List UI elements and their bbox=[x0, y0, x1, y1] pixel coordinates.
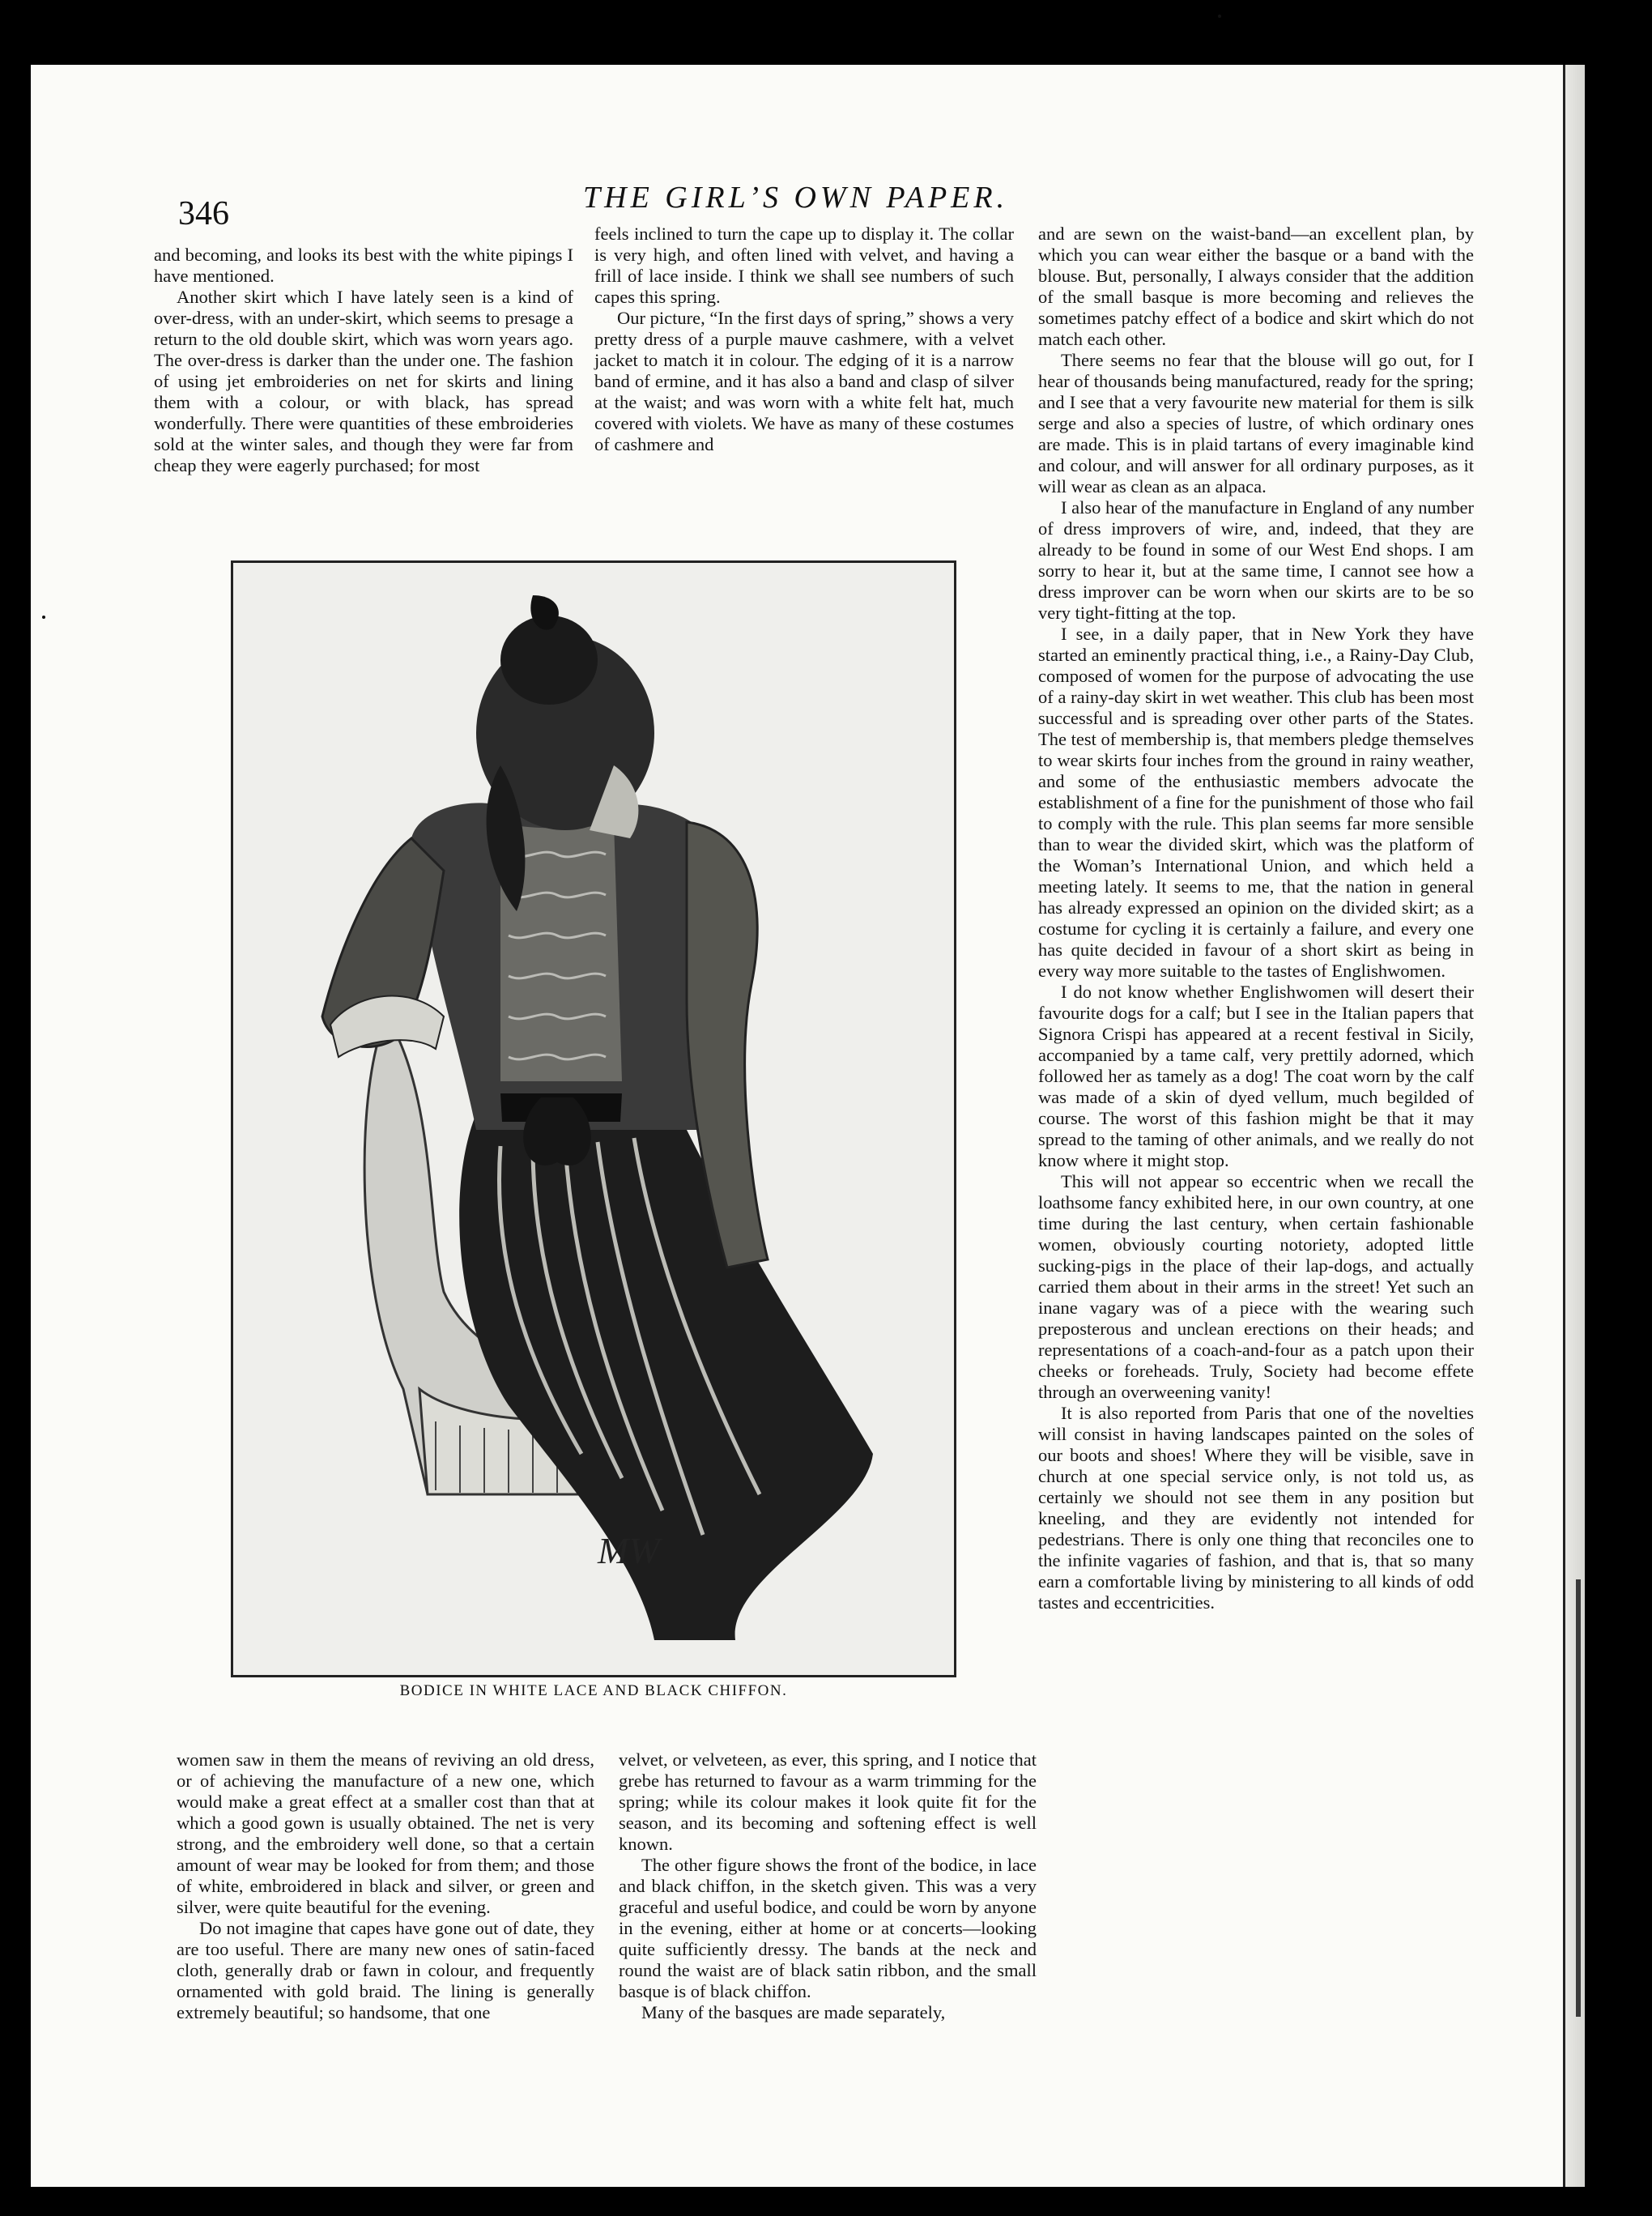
margin-rule bbox=[1576, 1579, 1581, 2017]
paragraph: Another skirt which I have lately seen is a kind of over-dress, with an under-skirt, which seems to presage a return to the old double skirt, which was worn years ago. The over-dress is darker than the under one. The fashion of using jet embroideries on net for skirts and lining them with a colour, or with black, has spread wonderfully. There were quantities of these embroideries sold at the winter sales, and though they were far from cheap they were eagerly purchased; for most bbox=[154, 287, 573, 475]
paragraph: Our picture, “In the first days of spring,” shows a very pretty dress of a purple mauve cashmere, with a velvet jacket to match it in colour. The edging of it is a narrow band of ermine, and it has also a band and clasp of silver at the waist; and was worn with a white felt hat, much covered with violets. We have as many of these costumes of cashmere and bbox=[594, 308, 1014, 454]
paragraph: The other figure shows the front of the bodice, in lace and black chiffon, in the sketch given. This was a very graceful and useful bodice, and could be worn by anyone in the evening, either at home or at concerts—looking quite sufficiently dressy. The bands at the neck and round the waist are of black satin ribbon, and the small basque is of black chiffon. bbox=[619, 1855, 1037, 2001]
bottom-column-2 bbox=[619, 1749, 1037, 2023]
running-title: THE GIRL’S OWN PAPER. bbox=[583, 181, 1009, 215]
paragraph: There seems no fear that the blouse will go out, for I hear of thousands being manufactured, ready for the spring; and I see that a very favourite new material for them is silk serge and also a species of lustre, of which ordinary ones are made. This is in plaid tartans of every imaginable kind and colour, and will answer for all ordinary purposes, as it will wear as clean as an alpaca. bbox=[1038, 350, 1474, 496]
top-column-1 bbox=[154, 245, 573, 476]
paragraph: I do not know whether Englishwomen will desert their favourite dogs for a calf; but I see in the Italian papers that Signora Crispi has appeared at a recent festival in Sicily, accompanied by a tame calf, very prettily adorned, which followed her as tamely as a dog! The coat worn by the calf was made of a skin of dyed vellum, much begilded of course. The worst of this fashion might be that it may spread to the taming of other animals, and we really do not know where it might stop. bbox=[1038, 982, 1474, 1170]
crop-mark bbox=[1218, 15, 1221, 18]
illustration bbox=[231, 560, 956, 1677]
paragraph: and are sewn on the waist-band—an excellent plan, by which you can wear either the basque or a band with the blouse. But, personally, I always consider that the addition of the small basque is more becoming and relieves the sometimes patchy effect of a bodice and skirt which do not match each other. bbox=[1038, 224, 1474, 349]
paragraph: women saw in them the means of reviving an old dress, or of achieving the manufacture of a new one, which would make a great effect at a smaller cost than that at which a good gown is usually obtained. The net is very strong, and the embroidery well done, so that a certain amount of wear may be looked for from them; and those of white, embroidered in black and silver, or green and silver, were quite beautiful for the evening. bbox=[177, 1749, 594, 1917]
paragraph: Many of the basques are made separately, bbox=[641, 2002, 946, 2022]
bottom-column-1 bbox=[177, 1749, 594, 2023]
paragraph: This will not appear so eccentric when we recall the loathsome fancy exhibited here, in our own country, at one time during the last century, when certain fashionable women, obviously courting notoriety, adopted little sucking-pigs in the place of their lap-dogs, and actually carried them about in their arms in the street! Yet such an inane vagary was of a piece with the wearing such preposterous and unclean erections on their heads; and representations of a coach-and-four as a patch upon their cheeks or foreheads. Truly, Society had become effete through an overweening vanity! bbox=[1038, 1171, 1474, 1402]
page-edge bbox=[1563, 65, 1585, 2187]
paragraph: feels inclined to turn the cape up to display it. The collar is very high, and often lined with velvet, and having a frill of lace inside. I think we shall see numbers of such capes this spring. bbox=[594, 224, 1014, 307]
artist-signature: MW bbox=[598, 1530, 660, 1571]
figure-caption: BODICE IN WHITE LACE AND BLACK CHIFFON. bbox=[399, 1682, 788, 1699]
paragraph: I also hear of the manufacture in England of any number of dress improvers of wire, and, indeed, that they are already to be found in some of our West End shops. I am sorry to hear it, but at the same time, I cannot see how a dress improver can be worn when our skirts are to be so very tight-fitting at the top. bbox=[1038, 497, 1474, 623]
paragraph: It is also reported from Paris that one of the novelties will consist in having landscapes painted on the soles of our boots and shoes! Where they will be visible, save in church at one special service only, is not told us, as certainly we should not see them in any position but kneeling, and they are evidently not intended for pedestrians. There is only one thing that reconciles one to the infinite vagaries of fashion, and that is, that so many earn a comfortable living by ministering to all kinds of odd tastes and eccentricities. bbox=[1038, 1403, 1474, 1613]
paragraph: velvet, or velveteen, as ever, this spring, and I notice that grebe has returned to favour as a warm trimming for the spring; while its colour makes it look quite fit for the season, and its becoming and softening effect is well known. bbox=[619, 1749, 1037, 1854]
right-column bbox=[1038, 224, 1474, 1613]
crop-mark bbox=[42, 616, 45, 619]
paragraph: Do not imagine that capes have gone out of date, they are too useful. There are many new ones of satin-faced cloth, generally drab or fawn in colour, and frequently ornamented with gold braid. The lining is generally extremely beautiful; so handsome, that one bbox=[177, 1918, 594, 2022]
paragraph: I see, in a daily paper, that in New York they have started an eminently practical thing, i.e., a Rainy-Day Club, composed of women for the purpose of advocating the use of a rainy-day skirt in wet weather. This club has been most successful and is spreading over other parts of the States. The test of membership is, that members pledge themselves to wear skirts four inches from the ground in rainy weather, and some of the enthusiastic members advocate the establishment of a fine for the punishment of those who fail to comply with the rule. This plan seems far more sensible than to wear the divided skirt, which was the platform of the Woman’s International Union, and which held a meeting lately. It seems to me, that the nation in general has already expressed an opinion on the divided skirt; as a costume for cycling it is certainly a failure, and every one has quite decided in favour of a short skirt as being in every way more suitable to the tastes of Englishwomen. bbox=[1038, 624, 1474, 981]
woman-back-view-drawing bbox=[233, 563, 954, 1675]
page-number: 346 bbox=[178, 195, 229, 232]
paragraph: and becoming, and looks its best with the white pipings I have mentioned. bbox=[154, 245, 573, 286]
top-column-2 bbox=[594, 224, 1014, 455]
